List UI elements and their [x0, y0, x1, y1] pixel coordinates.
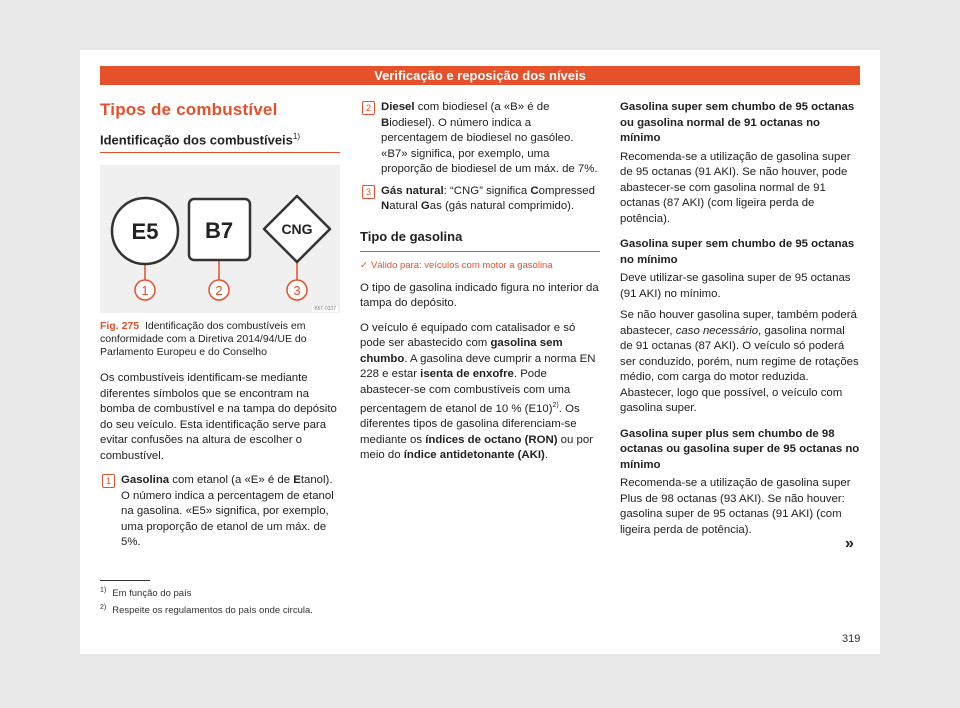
item-number-badge: 2	[362, 101, 375, 115]
cng-symbol	[264, 196, 330, 262]
heading-95-min: Gasolina super sem chumbo de 95 octanas no mínimo	[620, 238, 855, 266]
footnote-divider	[100, 580, 150, 581]
chapter-header: Verificação e reposição dos níveis	[100, 66, 860, 85]
paragraph-98-or-95: Recomenda-se a utilização de gasolina super Plus de 98 octanas (93 AKI). Se não houver: gasolina super de 95 octanas (91 AKI) (com ligeira perda de potência).	[620, 477, 851, 536]
callout-2	[209, 280, 229, 300]
section-title: Tipos de combustível	[100, 100, 278, 119]
column-middle	[360, 100, 600, 473]
heading-95-or-91: Gasolina super sem chumbo de 95 octanas ou gasolina normal de 91 octanas no mínimo	[620, 101, 855, 144]
list-item-natural-gas: 3 Gás natural: “CNG” significa Compressed Natural Gas (gás natural comprimido).	[360, 184, 600, 215]
svg-text:2: 2	[215, 283, 223, 299]
footnotes	[100, 580, 350, 621]
check-icon: ✓	[360, 259, 368, 271]
paragraph-catalyst: O veículo é equipado com catalisador e só pode ser abastecido com gasolina sem chumbo. A gasolina deve cumprir a norma EN 228 e estar isenta de enxofre. Pode abastecer-se com combustíveis com uma percentagem de etanol de 10 % $(E10)^{2)}$. Os diferentes tipos de gasolina diferenciam-se mediante os índices de octano (RON) ou por meio do índice antidetonante (AKI).	[360, 321, 596, 462]
svg-text:1: 1	[141, 283, 149, 299]
figure-code: B5T-0337	[314, 306, 336, 313]
footnote-1: $^{1)}$ Em função do país	[100, 587, 192, 600]
footnote-2: $^{2)}$ Respeite os regulamentos do país onde circula.	[100, 604, 313, 617]
subsection-title: Identificação dos combustíveis$^{1)}$	[100, 132, 340, 153]
column-left	[100, 100, 340, 557]
callout-1	[135, 280, 155, 300]
svg-text:3: 3	[293, 283, 301, 299]
item-number-badge: 1	[102, 474, 115, 488]
list-item-diesel: 2 Diesel com biodiesel (a «B» é de Biodiesel). O número indica a percentagem de biodiesel no gasóleo. «B7» significa, por exemplo, uma proporção de biodiesel de um máx. de 7%.	[360, 100, 600, 178]
page-number: 319	[842, 633, 861, 645]
paragraph-no-super: Se não houver gasolina super, também poderá abastecer, caso necessário, gasolina normal de 91 octanas (87 AKI). O veículo só poderá ser conduzido, porém, num regime de rotações médio, com carga do motor reduzida. Abastecer, logo que possível, o veículo com gasolina super.	[620, 309, 859, 414]
footnote-ref: 1)	[292, 132, 301, 141]
gasoline-type-heading: Tipo de gasolina	[360, 229, 600, 252]
item-number-badge: 3	[362, 185, 375, 199]
paragraph-95-min: Deve utilizar-se gasolina super de 95 octanas (91 AKI) no mínimo.	[620, 272, 851, 300]
figure-caption	[100, 320, 340, 359]
e5-label: E5	[131, 219, 159, 245]
b7-symbol	[189, 199, 250, 260]
fuel-symbols-figure	[100, 165, 340, 313]
footnote-ref: 2)	[552, 402, 559, 409]
cng-label: CNG	[281, 221, 313, 238]
e5-symbol	[112, 198, 178, 264]
column-right	[620, 100, 860, 544]
paragraph-95-or-91: Recomenda-se a utilização de gasolina super de 95 octanas (91 AKI). Se não houver, pode abastecer-se com gasolina normal de 91 octanas (87 AKI) (com ligeira perda de potência).	[620, 150, 851, 225]
caption-text: Identificação dos combustíveis em conformidade com a Diretiva 2014/94/UE do Parlamento Europeu e do Conselho	[100, 320, 307, 359]
callout-3	[287, 280, 307, 300]
b7-label: B7	[204, 218, 234, 244]
intro-paragraph: Os combustíveis identificam-se mediante diferentes símbolos que se encontram na bomba de combustível e na tampa do depósito do seu veículo. Esta identificação serve para evitar confusões na altura de escolher o combustível.	[100, 372, 337, 462]
validity-note: ✓ Válido para: veículos com motor a gasolina	[360, 259, 553, 271]
fuel-symbols-svg	[100, 165, 340, 313]
list-item-gasoline: 1 Gasolina com etanol (a «E» é de Etanol). O número indica a percentagem de etanol na gasolina. «E5» significa, por exemplo, uma proporção de etanol de um máx. de 5%.	[100, 473, 340, 551]
heading-98-or-95: Gasolina super plus sem chumbo de 98 octanas ou gasolina super de 95 octanas no mínimo	[620, 427, 860, 471]
paragraph-tank-cap: O tipo de gasolina indicado figura no interior da tampa do depósito.	[360, 281, 599, 309]
figure-number: Fig. 275	[100, 320, 140, 333]
continue-arrow-icon: »	[845, 535, 854, 552]
